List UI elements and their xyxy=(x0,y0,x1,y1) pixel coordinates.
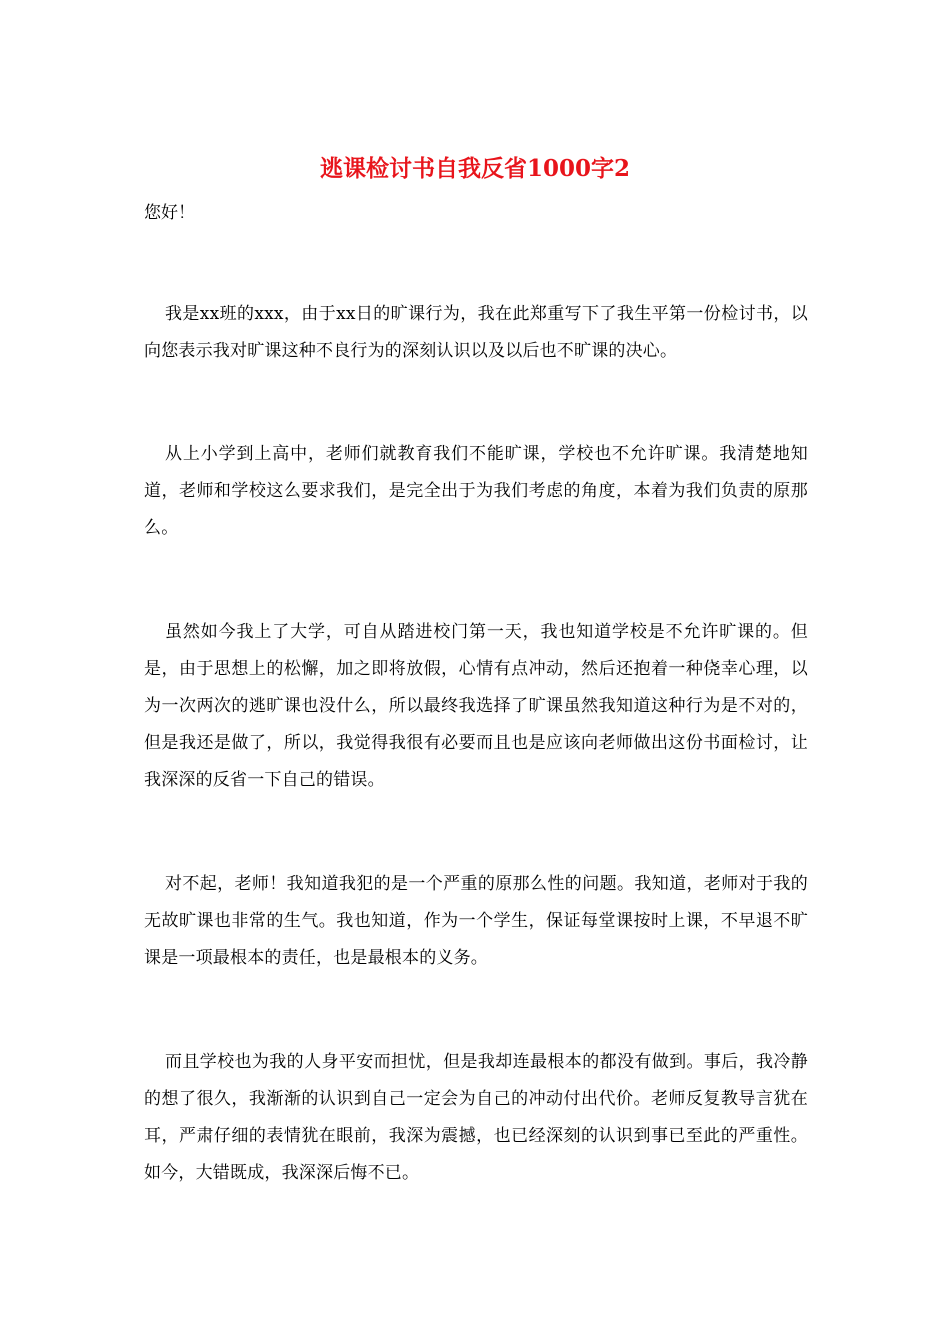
body-paragraph-1: 我是xx班的xxx，由于xx日的旷课行为，我在此郑重写下了我生平第一份检讨书，以向您表示我对旷课这种不良行为的深刻认识以及以后也不旷课的决心。 xyxy=(144,304,808,361)
body-paragraph-4: 对不起，老师！我知道我犯的是一个严重的原那么性的问题。我知道，老师对于我的无故旷课也非常的生气。我也知道，作为一个学生，保证每堂课按时上课，不早退不旷课是一项最根本的责任，也是最根本的义务。 xyxy=(144,874,808,968)
body-paragraph-2: 从上小学到上高中，老师们就教育我们不能旷课，学校也不允许旷课。我清楚地知道，老师和学校这么要求我们，是完全出于为我们考虑的角度，本着为我们负责的原那么。 xyxy=(144,444,808,538)
body-paragraph-3: 虽然如今我上了大学，可自从踏进校门第一天，我也知道学校是不允许旷课的。但是，由于思想上的松懈，加之即将放假，心情有点冲动，然后还抱着一种侥幸心理，以为一次两次的逃旷课也没什么，所以最终我选择了旷课虽然我知道这种行为是不对的，但是我还是做了，所以，我觉得我很有必要而且也是应该向老师做出这份书面检讨，让我深深的反省一下自己的错误。 xyxy=(144,622,808,790)
greeting-line: 您好！ xyxy=(144,203,195,223)
body-paragraph-5: 而且学校也为我的人身平安而担忧，但是我却连最根本的都没有做到。事后，我冷静的想了很久，我渐渐的认识到自己一定会为自己的冲动付出代价。老师反复教导言犹在耳，严肃仔细的表情犹在眼前，我深为震撼，也已经深刻的认识到事已至此的严重性。如今，大错既成，我深深后悔不已。 xyxy=(144,1052,808,1183)
document-title: 逃课检讨书自我反省1000字2 xyxy=(319,155,631,182)
